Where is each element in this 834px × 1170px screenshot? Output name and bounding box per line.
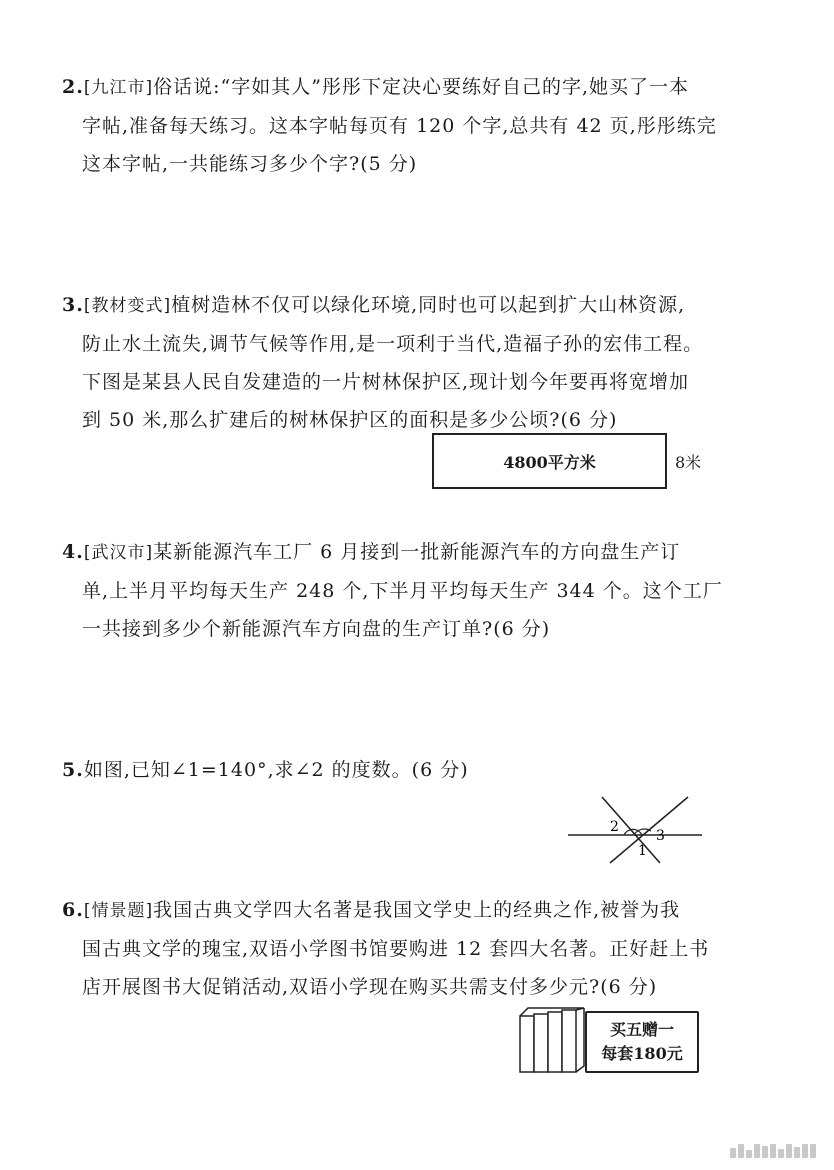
problem-6: [62, 891, 712, 1006]
problem-text-line: 下图是某县人民自发建造的一片树林保护区,现计划今年要再将宽增加: [82, 371, 690, 393]
intersecting-lines-figure: [560, 795, 710, 865]
promo-line-2: 每套180元: [601, 1044, 683, 1063]
problem-text-line: 植树造林不仅可以绿化环境,同时也可以起到扩大山林资源,: [171, 294, 686, 316]
area-label: 4800平方米: [503, 452, 596, 472]
problem-5: [62, 751, 712, 789]
problem-text-line: 字帖,准备每天练习。这本字帖每页有 120 个字,总共有 42 页,彤彤练完: [82, 115, 717, 137]
problem-number: 5.: [62, 759, 84, 781]
problem-number: 6.: [62, 899, 84, 921]
problem-tag: [教材变式]: [83, 296, 172, 316]
problem-tag: [情景题]: [83, 901, 154, 921]
promo-sign: [585, 1011, 699, 1073]
problem-tag: [武汉市]: [83, 543, 154, 563]
watermark-bars: [730, 1144, 816, 1158]
problem-text-line: 如图,已知∠1=140°,求∠2 的度数。(6 分): [83, 759, 469, 781]
angle-label-3: 3: [656, 828, 665, 844]
problem-number: 2.: [62, 76, 84, 98]
problem-text-line: 到 50 米,那么扩建后的树林保护区的面积是多少公顷?(6 分): [82, 409, 618, 431]
problem-number: 3.: [62, 294, 84, 316]
width-label: 8米: [675, 453, 702, 472]
problem-text-line: 一共接到多少个新能源汽车方向盘的生产订单?(6 分): [82, 618, 551, 640]
problem-text-line: 这本字帖,一共能练习多少个字?(5 分): [82, 153, 418, 175]
problem-number: 4.: [62, 541, 84, 563]
problem-3: [62, 286, 712, 439]
problem-text-line: 防止水土流失,调节气候等作用,是一项利于当代,造福子孙的宏伟工程。: [82, 333, 704, 355]
problem-4: [62, 533, 723, 648]
problem-tag: [九江市]: [83, 78, 154, 98]
problem-text-line: 国古典文学的瑰宝,双语小学图书馆要购进 12 套四大名著。正好赶上书: [82, 938, 710, 960]
angle-label-2: 2: [610, 819, 619, 835]
problem-text-line: 我国古典文学四大名著是我国文学史上的经典之作,被誉为我: [153, 899, 681, 921]
problem-2: [62, 68, 717, 183]
problem-text-line: 单,上半月平均每天生产 248 个,下半月平均每天生产 344 个。这个工厂: [82, 580, 723, 602]
promo-line-1: 买五赠一: [609, 1020, 674, 1039]
problem-text-line: 某新能源汽车工厂 6 月接到一批新能源汽车的方向盘生产订: [153, 541, 681, 563]
problem-text-line: 店开展图书大促销活动,双语小学现在购买共需支付多少元?(6 分): [82, 976, 658, 998]
forest-rectangle-figure: [432, 433, 667, 489]
angle-label-1: 1: [638, 843, 647, 859]
books-icon: [516, 1006, 586, 1074]
problem-text-line: 俗话说:“字如其人”彤彤下定决心要练好自己的字,她买了一本: [153, 76, 689, 98]
